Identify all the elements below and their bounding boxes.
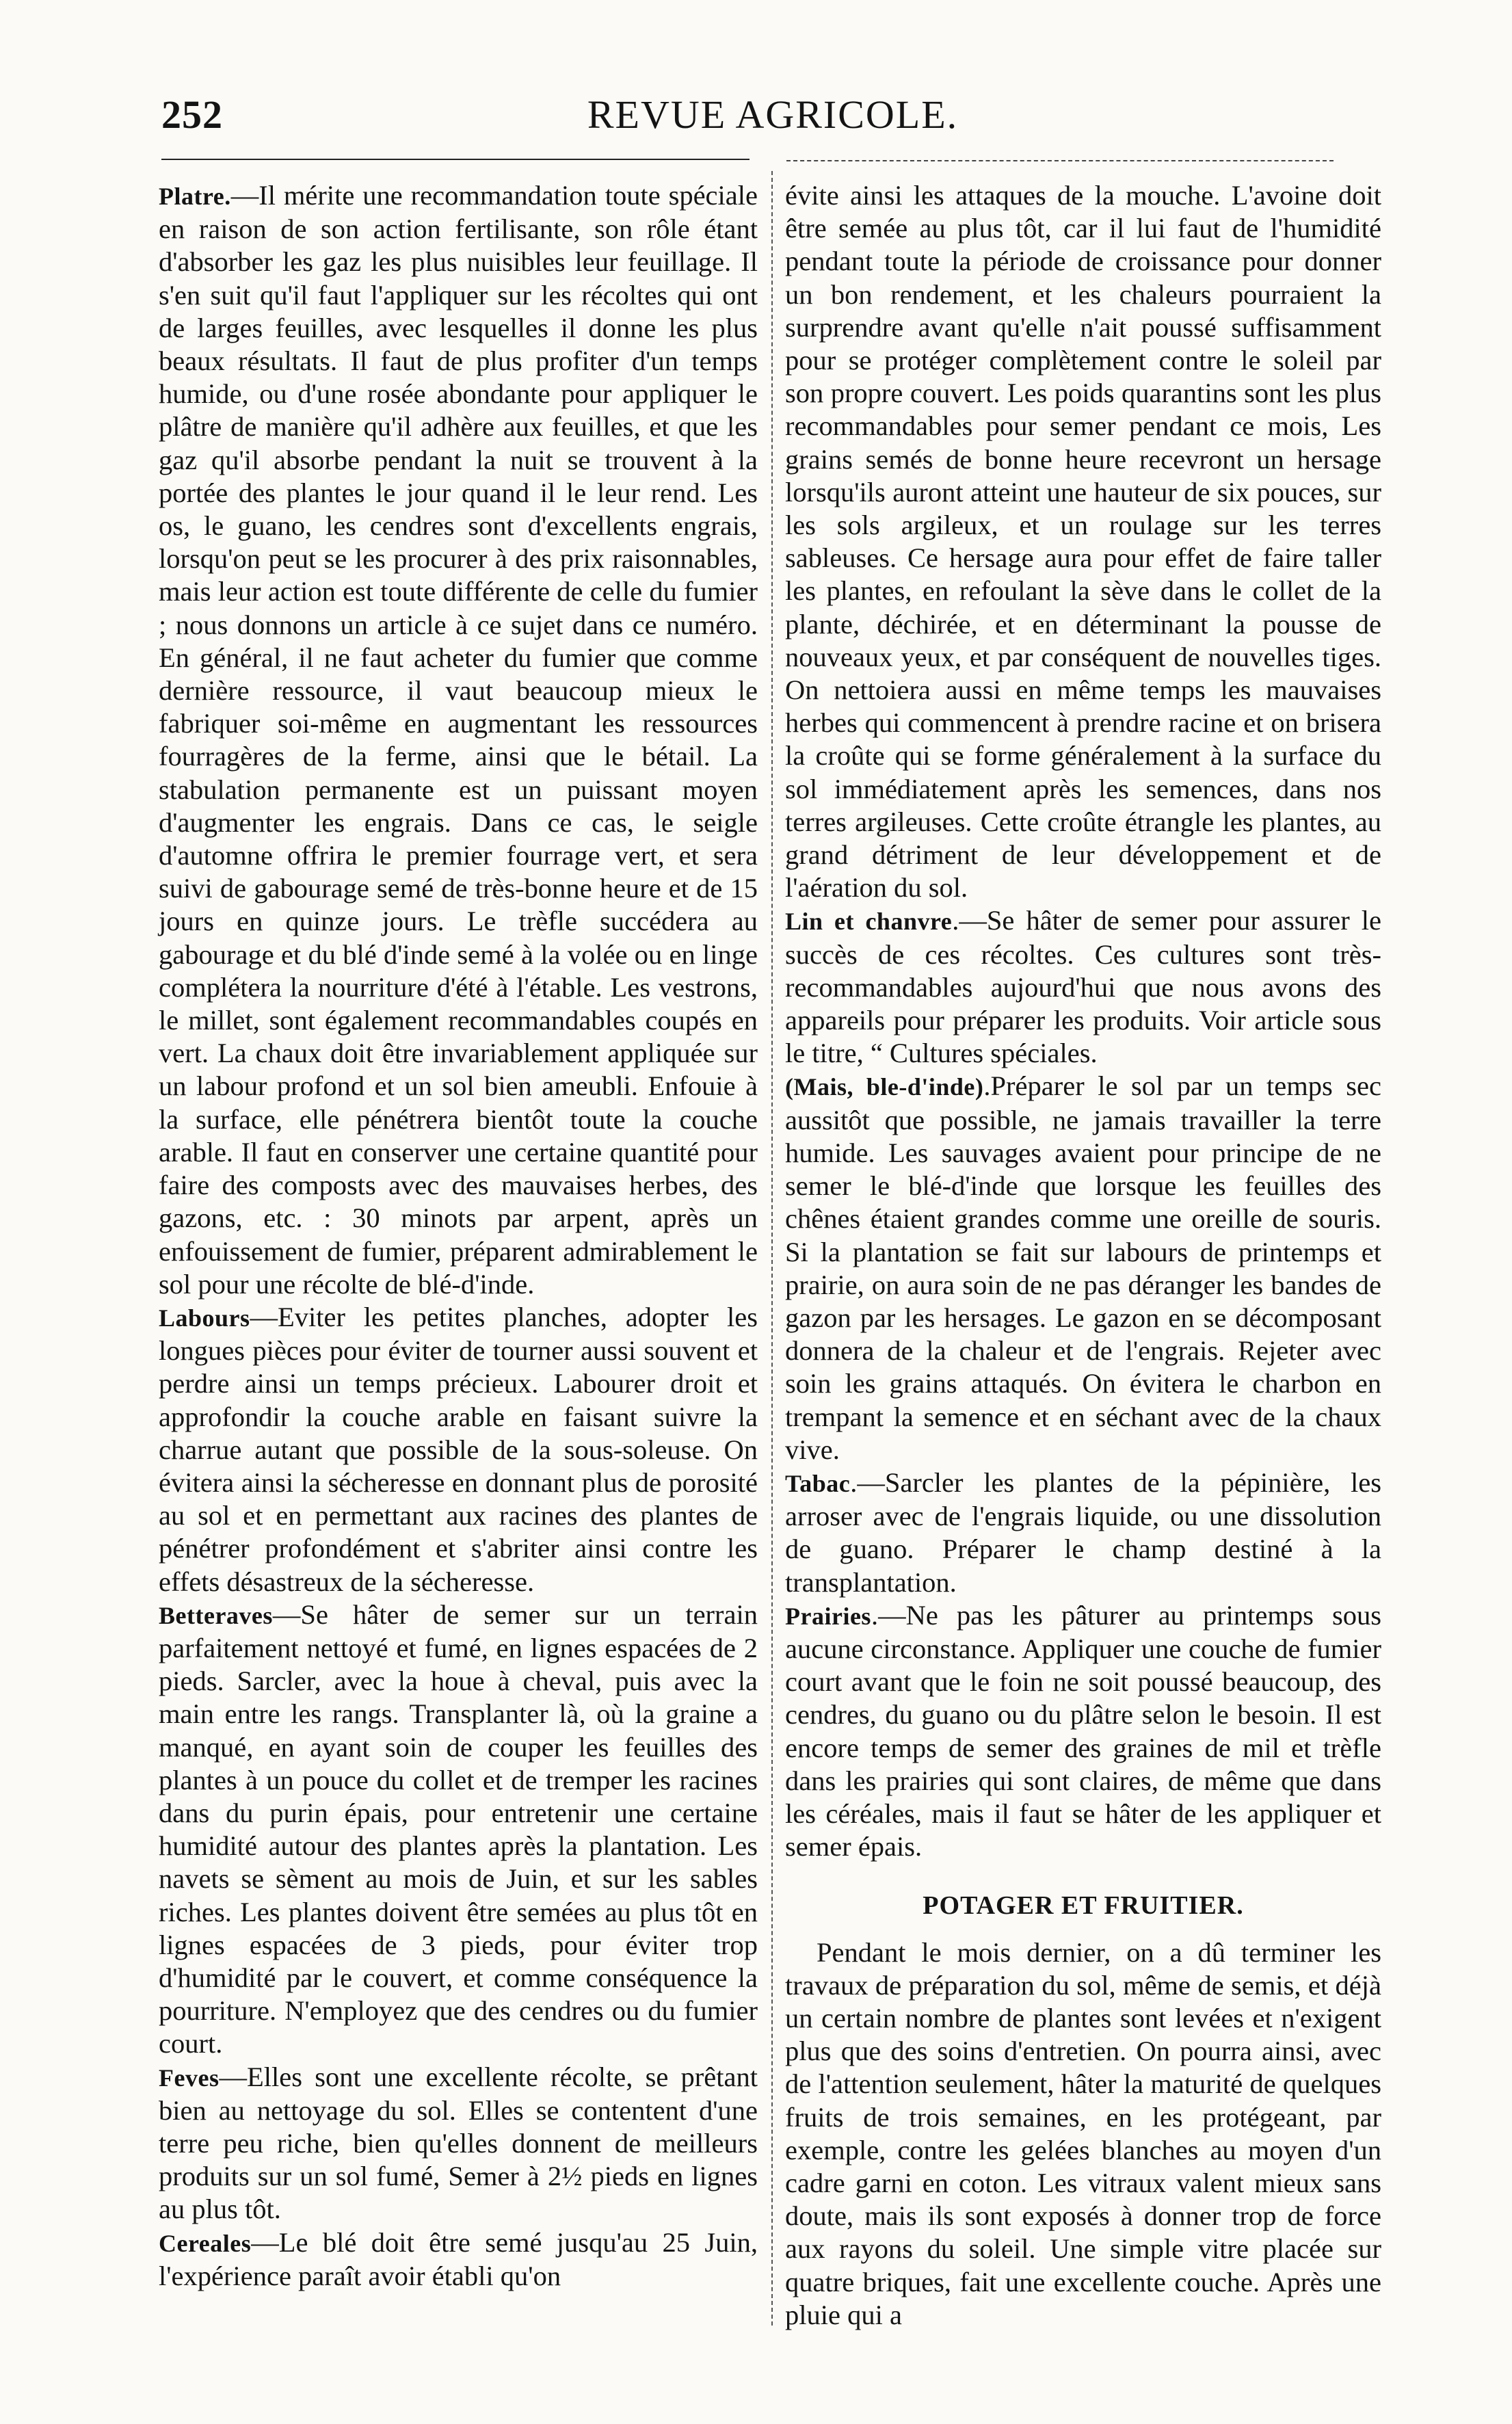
- paragraph-text: —Se hâter de semer sur un terrain parfaitement nettoyé et fumé, en lignes espacées de 2 pieds. Sarcler, avec la houe à cheval, puis avec la main entre les rangs. Transplanter là, où la graine a manqué, en ayant soin de couper les feuilles des plantes à un pouce du collet et de tremper les racines dans du purin épais, pour entretenir une certaine humidité autour des plantes après la plantation. Les navets se sèment au mois de Juin, et sur les sables riches. Les plantes doivent être semées au plus tôt en lignes espacées de 3 pieds, pour éviter trop d'humidité par le couvert, et comme conséquence la pourriture. N'employez que des cendres ou du fumier court.: [159, 1598, 758, 2059]
- column-divider: [771, 171, 773, 2326]
- header-rule-left: [161, 159, 750, 160]
- term-labours: Labours: [159, 1304, 250, 1332]
- right-column: [785, 179, 1381, 2332]
- term-mais: (Mais, ble-d'inde): [785, 1073, 984, 1101]
- paragraph-text: .—Ne pas les pâturer au printemps sous aucune circonstance. Appliquer une couche de fumier court avant que le foin ne soit poussé beaucoup, des cendres, du guano ou du plâtre selon le besoin. Il est encore temps de semer des graines de mil et trèfle dans les prairies qui sont claires, de même que dans les céréales, mais il faut se hâter de les appliquer et semer épais.: [785, 1599, 1381, 1862]
- paragraph-text: —Elles sont une excellente récolte, se prêtant bien au nettoyage du sol. Elles se contentent d'une terre peu riche, bien qu'elles donnent de meilleurs produits sur un sol fumé, Semer à 2½ pieds en lignes au plus tôt.: [159, 2061, 758, 2225]
- paragraph-labours: [159, 1301, 758, 1598]
- term-platre: Platre.: [159, 183, 231, 210]
- paragraph-lin-chanvre: [785, 904, 1381, 1070]
- paragraph-tabac: [785, 1466, 1381, 1599]
- paragraph-text: —Eviter les petites planches, adopter les longues pièces pour éviter de tourner aussi souvent et perdre ainsi un temps précieux. Labourer droit et approfondir la couche arable en faisant suivre la charrue autant que possible de la sous-soleuse. On évitera ainsi la sécheresse en donnant plus de porosité au sol et en permettant aux racines des plantes de pénétrer profondément et s'abriter ainsi contre les effets désastreux de la sécheresse.: [159, 1301, 758, 1597]
- paragraph-platre: [159, 179, 758, 1301]
- paragraph-text: .Préparer le sol par un temps sec aussitôt que possible, ne jamais travailler la terre humide. Les sauvages avaient pour principe de ne semer le blé-d'inde que lorsque les feuilles des chênes étaient grandes comme une oreille de souris. Si la plantation se fait sur labours de printemps et prairie, on aura soin de ne pas déranger les bandes de gazon par les hersages. Le gazon en se décomposant donnera de la chaleur et de l'engrais. Rejeter avec soin les grains attaqués. On évitera le charbon en trempant la semence et en séchant avec de la chaux vive.: [785, 1070, 1381, 1465]
- paragraph-mais: [785, 1070, 1381, 1466]
- section-title: POTAGER ET FRUITIER.: [923, 1891, 1244, 1921]
- paragraph-text: —Il mérite une recommandation toute spéciale en raison de son action fertilisante, son rôle étant d'absorber les gaz les plus nuisibles leur feuillage. Il s'en suit qu'il faut l'appliquer sur les récoltes qui ont de larges feuilles, avec lesquelles il donne les plus beaux résultats. Il faut de plus profiter d'un temps humide, ou d'une rosée abondante pour appliquer le plâtre de manière qu'il adhère aux feuilles, et que les gaz qu'il absorbe pendant la nuit se trouvent à la portée des plantes le jour quand il le leur rend. Les os, le guano, les cendres sont d'excellents engrais, lorsqu'on peut se les procurer à des prix raisonnables, mais leur action est toute différente de celle du fumier ; nous donnons un article à ce sujet dans ce numéro. En général, il ne faut acheter du fumier que comme dernière ressource, il vaut beaucoup mieux le fabriquer soi-même en augmentant les ressources fourragères de la ferme, ainsi que le bétail. La stabulation permanente est un puissant moyen d'augmenter les engrais. Dans ce cas, le seigle d'automne offrira le premier fourrage vert, et sera suivi de gabourage semé de très-bonne heure et de 15 jours en quinze jours. Le trèfle succédera au gabourage et du blé d'inde semé à la volée ou en linge complétera la nourriture d'été à l'étable. Les vestrons, le millet, sont également recommandables coupés en vert. La chaux doit être invariablement appliquée sur un labour profond et un sol bien ameubli. Enfouie à la surface, elle pénétrera bientôt toute la couche arable. Il faut en conserver une certaine quantité pour faire des composts avec des mauvaises herbes, des gazons, etc. : 30 minots par arpent, après un enfouissement de fumier, préparent admirablement le sol pour une récolte de blé-d'inde.: [159, 180, 758, 1300]
- paragraph-prairies: [785, 1599, 1381, 1864]
- term-lin-chanvre: Lin et chanvre: [785, 908, 953, 936]
- paragraph-betteraves: [159, 1598, 758, 2061]
- paragraph-text: .—Se hâter de semer pour assurer le succès de ces récoltes. Ces cultures sont très-recommandables aujourd'hui que nous avons des appareils pour préparer les produits. Voir article sous le titre, “ Cultures spéciales.: [785, 905, 1381, 1069]
- term-cereales: Cereales: [159, 2229, 252, 2257]
- left-column: [159, 179, 758, 2293]
- paragraph-cereales: [159, 2226, 758, 2293]
- paragraph-potager: Pendant le mois dernier, on a dû terminer les travaux de préparation du sol, même de semis, et déjà un certain nombre de plantes sont levées et n'exigent plus que des soins d'entretien. On pourra ainsi, avec de l'attention seulement, hâter la maturité de quelques fruits de trois semaines, en les protégeant, par exemple, contre les gelées blanches au moyen d'un cadre garni en coton. Les vitraux valent mieux sans doute, mais ils sont exposés à donner trop de force aux rayons du soleil. Une simple vitre placée sur quatre briques, fait une excellente couche. Après une pluie qui a: [785, 1936, 1381, 2330]
- paragraph-continuation: évite ainsi les attaques de la mouche. L'avoine doit être semée au plus tôt, car il lui faut de l'humidité pendant toute la période de croissance pour donner un bon rendement, et les chaleurs pourraient la surprendre avant qu'elle n'ait poussé suffisamment pour se protéger complètement contre le soleil par son propre couvert. Les poids quarantins sont les plus recommandables pour semer pendant ce mois, Les grains semés de bonne heure recevront un hersage lorsqu'ils auront atteint une hauteur de six pouces, sur les sols argileux, et un roulage sur les terres sableuses. Ce hersage aura pour effet de faire taller les plantes, en refoulant la sève dans le collet de la plante, déchirée, et en déterminant la pousse de nouveaux yeux, et par conséquent de nouvelles tiges. On nettoiera aussi en même temps les mauvaises herbes qui commencent à prendre racine et on brisera la croûte qui se forme généralement à la surface du sol immédiatement après les semences, dans nos terres argileuses. Cette croûte étrangle les plantes, au grand détriment de leur développement et de l'aération du sol.: [785, 180, 1381, 904]
- header-rule-right: [786, 160, 1334, 161]
- paragraph-text: .—Sarcler les plantes de la pépinière, les arroser avec de l'engrais liquide, ou une dissolution de guano. Préparer le champ destiné à la transplantation.: [785, 1466, 1381, 1598]
- term-prairies: Prairies: [785, 1602, 871, 1630]
- term-tabac: Tabac: [785, 1469, 851, 1497]
- running-head: REVUE AGRICOLE.: [587, 92, 959, 137]
- paragraph-feves: [159, 2061, 758, 2226]
- paragraph-text: —Le blé doit être semé jusqu'au 25 Juin, l'expérience paraît avoir établi qu'on: [159, 2226, 758, 2291]
- term-feves: Feves: [159, 2064, 220, 2092]
- page-number: 252: [161, 92, 223, 137]
- term-betteraves: Betteraves: [159, 1601, 273, 1629]
